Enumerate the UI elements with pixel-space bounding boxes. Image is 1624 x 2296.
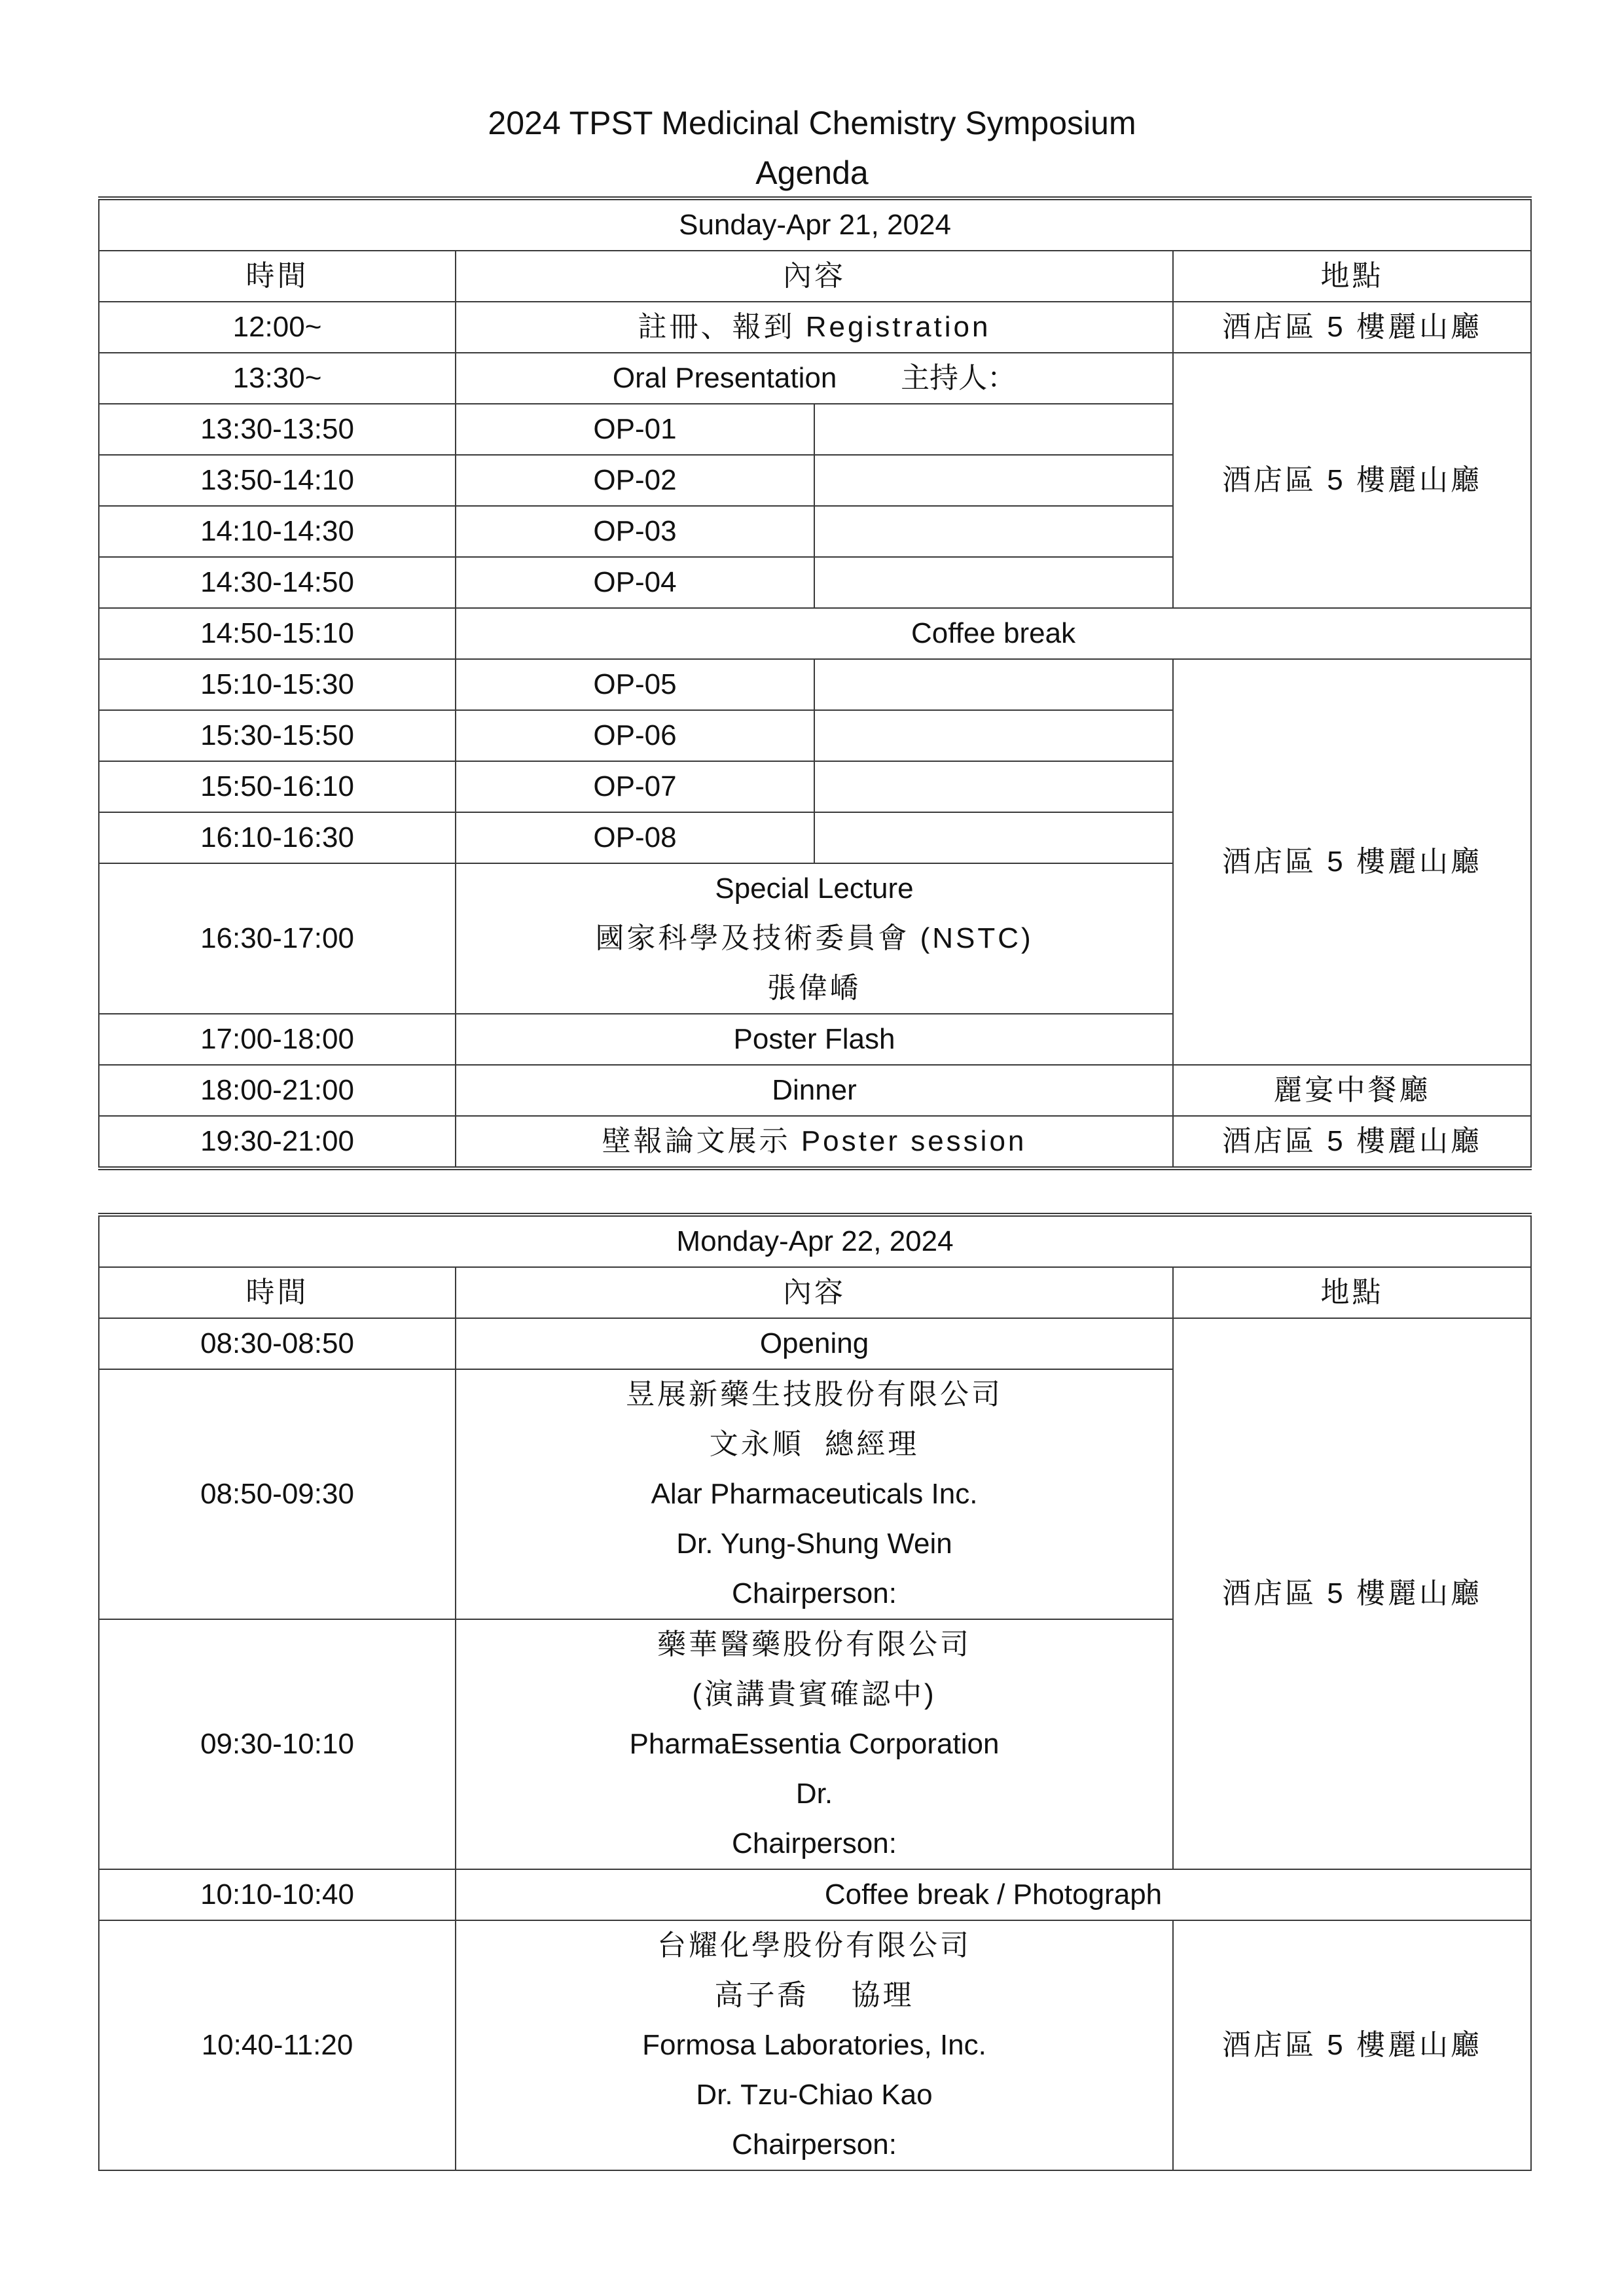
content-line: 高子喬 協理 [714, 1979, 914, 2011]
content-line: 張偉嶠 [767, 972, 861, 1004]
content-line: 國家科學及技術委員會 (NSTC) [595, 922, 1034, 954]
content-line: Chairperson: [732, 2128, 897, 2161]
time-cell: 18:00-21:00 [99, 1065, 456, 1116]
content-cell [456, 1619, 1173, 1869]
content-cell: Opening [456, 1318, 1173, 1369]
content-line: 昱展新藥生技股份有限公司 [626, 1378, 1003, 1410]
content-cell [456, 863, 1173, 1014]
time-cell: 08:30-08:50 [99, 1318, 456, 1369]
content-line: Chairperson: [732, 1827, 897, 1859]
content-cell: Oral Presentation 主持人： [456, 353, 1173, 404]
time-cell: 17:00-18:00 [99, 1014, 456, 1065]
time-cell: 14:50-15:10 [99, 608, 456, 659]
time-cell: 15:50-16:10 [99, 761, 456, 812]
header-time: 時間 [99, 251, 456, 302]
column-header-row [99, 251, 1531, 302]
column-header-row [99, 1267, 1531, 1318]
talk-code: OP-08 [456, 812, 814, 863]
time-cell: 08:50-09:30 [99, 1369, 456, 1619]
location-cell: 酒店區 5 樓麗山廳 [1173, 1318, 1531, 1869]
location-cell: 酒店區 5 樓麗山廳 [1173, 1116, 1531, 1168]
content-line: Dr. Tzu-Chiao Kao [696, 2079, 933, 2111]
time-cell: 16:30-17:00 [99, 863, 456, 1014]
header-location: 地點 [1173, 1267, 1531, 1318]
time-cell: 09:30-10:10 [99, 1619, 456, 1869]
talk-code: OP-06 [456, 710, 814, 761]
talk-code: OP-07 [456, 761, 814, 812]
content-line: Dr. Yung-Shung Wein [676, 1528, 952, 1560]
location-cell: 酒店區 5 樓麗山廳 [1173, 1920, 1531, 2170]
location-cell: 酒店區 5 樓麗山廳 [1173, 659, 1531, 1065]
content-line: Special Lecture [715, 872, 914, 905]
table-row [99, 1318, 1531, 1369]
table-row [99, 659, 1531, 710]
time-cell: 14:30-14:50 [99, 557, 456, 608]
table-row [99, 1116, 1531, 1168]
content-line: 藥華醫藥股份有限公司 [657, 1628, 971, 1660]
content-line: Formosa Laboratories, Inc. [642, 2029, 986, 2061]
day-header-row [99, 1215, 1531, 1267]
content-line: 台耀化學股份有限公司 [657, 1929, 971, 1962]
time-cell: 10:40-11:20 [99, 1920, 456, 2170]
time-cell: 19:30-21:00 [99, 1116, 456, 1168]
day-header-row [99, 198, 1531, 251]
content-cell: 壁報論文展示 Poster session [456, 1116, 1173, 1168]
location-cell: 酒店區 5 樓麗山廳 [1173, 353, 1531, 608]
time-cell: 13:30-13:50 [99, 404, 456, 455]
sunday-agenda-table [98, 196, 1532, 1170]
table-row [99, 1869, 1531, 1920]
speaker-cell [814, 710, 1173, 761]
table-row [99, 608, 1531, 659]
table-row [99, 353, 1531, 404]
header-time: 時間 [99, 1267, 456, 1318]
content-cell: Dinner [456, 1065, 1173, 1116]
talk-code: OP-04 [456, 557, 814, 608]
time-cell: 15:30-15:50 [99, 710, 456, 761]
speaker-cell [814, 761, 1173, 812]
time-cell: 13:50-14:10 [99, 455, 456, 506]
content-cell: Coffee break [456, 608, 1531, 659]
content-cell: 註冊、報到 Registration [456, 302, 1173, 353]
time-cell: 13:30~ [99, 353, 456, 404]
content-line: (演講貴賓確認中) [692, 1678, 937, 1710]
time-cell: 14:10-14:30 [99, 506, 456, 557]
content-line: 文永順 總經理 [709, 1428, 920, 1460]
speaker-cell [814, 812, 1173, 863]
monday-agenda-table [98, 1213, 1532, 2171]
content-line: Chairperson: [732, 1577, 897, 1609]
talk-code: OP-03 [456, 506, 814, 557]
time-cell: 16:10-16:30 [99, 812, 456, 863]
speaker-cell [814, 659, 1173, 710]
content-cell [456, 1920, 1173, 2170]
table-row [99, 302, 1531, 353]
day-label: Monday-Apr 22, 2024 [99, 1215, 1531, 1267]
time-cell: 10:10-10:40 [99, 1869, 456, 1920]
content-line: PharmaEssentia Corporation [629, 1728, 1000, 1760]
header-content: 內容 [456, 251, 1173, 302]
content-cell: Poster Flash [456, 1014, 1173, 1065]
page-subtitle: Agenda [755, 154, 869, 191]
speaker-cell [814, 557, 1173, 608]
speaker-cell [814, 404, 1173, 455]
page-title: 2024 TPST Medicinal Chemistry Symposium [488, 105, 1136, 141]
content-cell [456, 1369, 1173, 1619]
time-cell: 15:10-15:30 [99, 659, 456, 710]
content-line: Alar Pharmaceuticals Inc. [651, 1478, 978, 1510]
content-cell: Coffee break / Photograph [456, 1869, 1531, 1920]
content-line: Dr. [795, 1778, 833, 1810]
talk-code: OP-01 [456, 404, 814, 455]
talk-code: OP-02 [456, 455, 814, 506]
speaker-cell [814, 455, 1173, 506]
talk-code: OP-05 [456, 659, 814, 710]
table-row [99, 1920, 1531, 2170]
header-location: 地點 [1173, 251, 1531, 302]
location-cell: 酒店區 5 樓麗山廳 [1173, 302, 1531, 353]
table-row [99, 1065, 1531, 1116]
time-cell: 12:00~ [99, 302, 456, 353]
location-cell: 麗宴中餐廳 [1173, 1065, 1531, 1116]
day-label: Sunday-Apr 21, 2024 [99, 198, 1531, 251]
header-content: 內容 [456, 1267, 1173, 1318]
speaker-cell [814, 506, 1173, 557]
